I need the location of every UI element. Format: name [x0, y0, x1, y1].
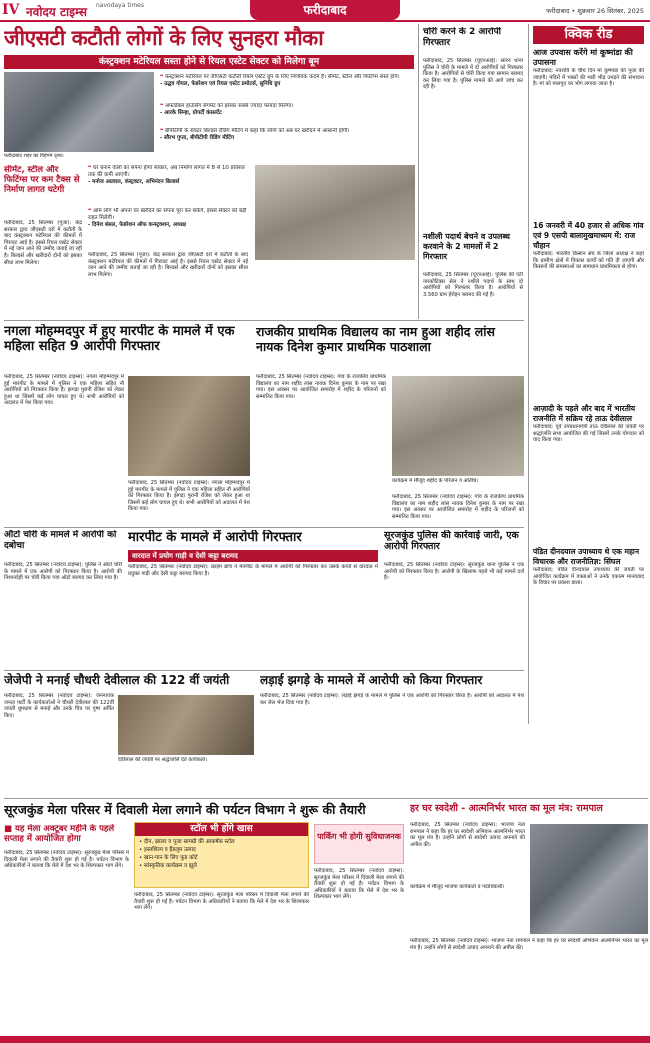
theft-body: फरीदाबाद, 25 सितम्बर (यूएनआई): सारन थाना पुलिस ने चोरी के मामले में दो आरोपियों को गिरफ्तार किया है। आरोपियों से चोरी किया गया सामान बरामद कर लिया गया है। पुलिस मामले की आगे जांच कर रही है।	[423, 58, 523, 91]
quote-1-by: - मनोज अग्रवाल, कंस्ट्रक्टर, अभिनंदन बिल्डर्स	[88, 179, 180, 185]
qr-body-2: फरीदाबाद: भारतीय किसान संघ के जिला अध्यक्ष ने कहा कि ग्रामीण क्षेत्रों में विकास कार्यों को गति दी जाएगी और किसानों की समस्याओं का समाधान प्राथमिकता से होगा।	[533, 251, 644, 271]
qr-body-3: फरीदाबाद: पूर्व उपप्रधानमंत्री ताऊ देवीलाल की जयंती पर श्रद्धांजलि सभा आयोजित की गई जिसमें उनके योगदान को याद किया गया।	[533, 424, 644, 444]
lead-strap: कंस्ट्रक्शन मटेरियल सस्ता होने से रियल एस्टेट सेक्टर को मिलेगा बूम	[4, 55, 414, 69]
qr-headline-1: आज उपवास करेंगे मां कूष्मांडा की उपासना	[533, 48, 633, 67]
devilal-headline: जेजेपी ने मनाई चौधरी देवीलाल की 122 वीं जयंती	[4, 673, 230, 687]
swadeshi-headline: हर घर स्वदेशी - आत्मनिर्भर भारत का मूल मंत्र: रामपाल	[410, 803, 603, 814]
school-body: फरीदाबाद, 25 सितम्बर (नवोदय टाइम्स): गांव के राजकीय प्राथमिक विद्यालय का नाम शहीद लांस नायक दिनेश कुमार के नाम पर रखा गया। इस अवसर पर आयोजित समारोह में शहीद के परिजनों को सम्मानित किया गया।	[256, 374, 386, 400]
lead-photo-caption: फरीदाबाद शहर का विहंगम दृश्य।	[4, 153, 64, 159]
mela-side-head-text: यह मेला अक्टूबर महीने के पहले सप्ताह में आयोजित होगा	[4, 824, 115, 844]
stall-box	[134, 822, 309, 888]
devilal-body: फरीदाबाद, 25 सितम्बर (नवोदय टाइम्स): जननायक जनता पार्टी के कार्यकर्ताओं ने चौधरी देवीलाल की 122वीं जयंती धूमधाम से मनाई और उनके चित्र पर पुष्प अर्पित किए।	[4, 693, 114, 719]
swadeshi-body: फरीदाबाद, 25 सितम्बर (नवोदय टाइम्स): भाजपा नेता रामपाल ने कहा कि हर घर स्वदेशी अभियान आत्मनिर्भर भारत का मूल मंत्र है। उन्होंने लोगों से स्वदेशी उत्पाद अपनाने की अपील की।	[410, 822, 525, 848]
fight-headline: लड़ाई झगड़े के मामले में आरोपी को किया गिरफ्तार	[260, 673, 483, 687]
surajkund-police-headline: सूरजकुंड पुलिस की कार्रवाई जारी, एक आरोपी गिरफ्तार	[384, 530, 519, 552]
assault-body: फरीदाबाद, 25 सितम्बर (नवोदय टाइम्स): क्राइम ब्रांच ने मारपीट के मामले में आरोपी को गिरफ्तार कर उसके कब्जे से वारदात में प्रयुक्त गाड़ी और देसी कट्टा बरामद किया है।	[128, 564, 378, 577]
drugs-body: फरीदाबाद, 25 सितम्बर (यूएनआई): पुलिस की एंटी नारकोटिक्स सेल ने नशीले पदार्थ के साथ दो आरोपियों को गिरफ्तार किया है। आरोपियों से 3.560 ग्राम हेरोइन बरामद की गई है।	[423, 272, 523, 298]
city-label: फरीदाबाद	[250, 0, 400, 20]
lead-headline: जीएसटी कटौती लोगों के लिए सुनहरा मौका	[4, 26, 324, 50]
masthead	[0, 0, 650, 22]
qr-body-1: फरीदाबाद: नवरात्रि के चौथे दिन मां कूष्मांडा की पूजा की जाएगी। मंदिरों में भक्तों की भारी भीड़ उमड़ने की संभावना है। मां को मालपुए का भोग लगाया जाता है।	[533, 68, 644, 88]
page-number: IV	[2, 2, 20, 18]
bullet-icon: ■	[4, 824, 15, 834]
quote-5-by: - सौरभ गुप्ता, बीपीटीपी रीडिंग मीटिंग	[160, 135, 235, 141]
quick-read-title: क्विक रीड	[533, 26, 644, 44]
dateline: फरीदाबाद • शुक्रवार 26 सितंबर, 2025	[546, 7, 644, 15]
auto-headline: ऑटो चोरी के मामले में आरोपी को दबोचा	[4, 530, 117, 551]
mela-headline: सूरजकुंड मेला परिसर में दिवाली मेला लगाने की पर्यटन विभाग ने शुरू की तैयारी	[4, 802, 366, 817]
lead-quote-1	[88, 165, 248, 205]
nagla-body: फरीदाबाद, 25 सितम्बर (नवोदय टाइम्स): नगला मोहम्मदपुर में हुई मारपीट के मामले में पुलिस ने एक महिला सहित नौ आरोपियों को गिरफ्तार किया है। झगड़ा पुरानी रंजिश को लेकर हुआ था जिसमें कई लोग घायल हुए थे। सभी आरोपियों को अदालत में पेश किया गया।	[4, 374, 124, 407]
quote-mark-icon: ❝	[88, 165, 94, 171]
quote-4-text: अफोर्डेबल हाउसिंग सेगमेंट को इसका सबसे ज्यादा फायदा मिलेगा।	[165, 103, 294, 109]
nagla-headline: नगला मोहम्मदपुर में हुए मारपीट के मामले में एक महिला सहित 9 आरोपी गिरफ्तार	[4, 324, 235, 354]
school-headline: राजकीय प्राथमिक विद्यालय का नाम हुआ शहीद लांस नायक दिनेश कुमार प्राथमिक पाठशाला	[256, 324, 495, 354]
lead-quote-5	[160, 128, 415, 150]
lead-photo-2	[255, 165, 415, 260]
qr-headline-2: 16 जनवरी में 40 हजार से अधिक गांव एवं 9 एसपी बालामुखमाध्यम में: राज चौहान	[533, 221, 644, 250]
stall-list	[135, 836, 308, 872]
brand-sub: navodaya times	[96, 2, 145, 9]
fight-body: फरीदाबाद, 25 सितम्बर (नवोदय टाइम्स): लड़ाई झगड़े के मामले में पुलिस ने एक आरोपी को गिरफ्तार किया है। आरोपी को अदालत में पेश कर जेल भेज दिया गया है।	[260, 693, 524, 706]
nagla-photo	[128, 376, 250, 476]
quote-3-text: कंस्ट्रक्शन मटेरियल पर जीएसटी कटौती रियल एस्टेट ग्रुप के लिए निर्णायक कदम है। सीमेंट, स्टील और फिटिंग्स सस्ते होंगे।	[165, 74, 400, 80]
quote-3-by: - उद्धव गोयल, फेडरेशन एवं रियल एस्टेट प्रमोटर्स, सुनिधि ग्रुप	[160, 81, 281, 87]
swadeshi-body-cont: फरीदाबाद, 25 सितम्बर (नवोदय टाइम्स): भाजपा नेता रामपाल ने कहा कि हर घर स्वदेशी अभियान आत्मनिर्भर भारत का मूल मंत्र है। उन्होंने लोगों से स्वदेशी उत्पाद अपनाने की अपील की।	[410, 938, 648, 951]
quote-2-by: - दिनेश बंसल, फेडरेशन ऑफ कन्स्ट्रक्शन, अध्यक्ष	[88, 222, 187, 228]
lead-body: फरीदाबाद, 25 सितम्बर (पूजा): केंद्र सरकार द्वारा जीएसटी दरों में कटौती के बाद कंस्ट्रक्शन मटेरियल की कीमतों में गिरावट आई है। इससे रियल एस्टेट सेक्टर में नई जान आने की उम्मीद जताई जा रही है। बिल्डर्स और खरीदारों दोनों को इसका सीधा लाभ मिलेगा।	[4, 220, 82, 266]
row-rule	[4, 320, 524, 321]
devilal-photo	[118, 695, 254, 755]
mela-side-head	[4, 824, 129, 848]
quote-mark-icon: ❝	[160, 74, 166, 80]
surajkund-police-body: फरीदाबाद, 25 सितम्बर (नवोदय टाइम्स): सूरजकुंड थाना पुलिस ने एक आरोपी को गिरफ्तार किया है। आरोपी के खिलाफ पहले भी कई मामले दर्ज हैं।	[384, 562, 524, 582]
quote-mark-icon: ❝	[88, 208, 94, 214]
quote-mark-icon: ❝	[160, 128, 166, 134]
drugs-headline: नशीली पदार्थ बेचने व उपलब्ध करवाने के 2 मामलों में 2 गिरफ्तार	[423, 232, 510, 261]
school-photo	[392, 376, 524, 476]
quote-2-text: आम लोग भी अपना घर खरीदने का सपना पूरा कर सकेंगे, इससे सेक्टर को बड़ी राहत मिलेगी।	[88, 208, 247, 221]
nagla-body-cont: फरीदाबाद, 25 सितम्बर (नवोदय टाइम्स): नगला मोहम्मदपुर में हुई मारपीट के मामले में पुलिस ने एक महिला सहित नौ आरोपियों को गिरफ्तार किया है। झगड़ा पुरानी रंजिश को लेकर हुआ था जिसमें कई लोग घायल हुए थे। सभी आरोपियों को अदालत में पेश किया गया।	[128, 480, 250, 513]
parking-head: पार्किंग भी होगी सुविधाजनक	[314, 824, 404, 864]
quote-mark-icon: ❝	[160, 103, 166, 109]
qr-headline-4: पंडित दीनदयाल उपाध्याय थे एक महान विचारक और राजनीतिज्ञ: सिंघल	[533, 547, 640, 566]
lead-quote-3	[160, 74, 415, 100]
quote-5-text: बीपीटीपी के सेक्टर बिल्डर्स रीडिंग मीटिंग में कहा कि लोगों को अब घर खरीदने में आसानी होगी।	[165, 128, 350, 134]
lead-quote-4	[160, 103, 415, 125]
qr-body-4: फरीदाबाद: पंडित दीनदयाल उपाध्याय की जयंती पर आयोजित कार्यक्रम में वक्ताओं ने उनके एकात्म मानववाद के विचार पर प्रकाश डाला।	[533, 567, 644, 587]
mela-body-cont: फरीदाबाद, 25 सितम्बर (नवोदय टाइम्स): सूरजकुंड मेला परिसर में दिवाली मेला लगाने की तैयारी शुरू हो गई है। पर्यटन विभाग के अधिकारियों ने बताया कि मेले में देश भर के शिल्पकार भाग लेंगे।	[134, 892, 309, 912]
stall-item: • हस्तशिल्प व हैंडलूम उत्पाद	[139, 847, 196, 853]
row-rule	[4, 527, 524, 528]
lead-quote-2	[88, 208, 248, 248]
school-photo-caption: कार्यक्रम में मौजूद शहीद के परिजन व अतिथि।	[392, 478, 479, 484]
stall-item: • खान-पान के लिए फूड कोर्ट	[139, 855, 198, 861]
devilal-photo-caption: देवीलाल की जयंती पर श्रद्धांजलि देते कार्यकर्ता।	[118, 757, 207, 763]
theft-headline: चोरी करने के 2 आरोपी गिरफ्तार	[423, 27, 502, 48]
brand-name: नवोदय टाइम्स	[26, 5, 88, 19]
row-rule	[4, 798, 648, 799]
assault-strap: वारदात में प्रयोग गाड़ी व देसी कट्टा बरामद	[128, 550, 378, 562]
quote-4-by: - आरके सिन्हा, प्रोपर्टी कंसल्टेंट	[160, 110, 222, 116]
quick-read-column	[528, 24, 648, 724]
swadeshi-photo-caption: कार्यक्रम में मौजूद भाजपा कार्यकर्ता व पदाधिकारी।	[410, 884, 505, 890]
footer-bar	[0, 1036, 650, 1043]
qr-headline-3: आज़ादी के पहले और बाद में भारतीय राजनीति में सक्रिय रहे ताऊ देवीलाल	[533, 404, 636, 423]
mela-body: फरीदाबाद, 25 सितम्बर (नवोदय टाइम्स): सूरजकुंड मेला परिसर में दिवाली मेला लगाने की तैयारी शुरू हो गई है। पर्यटन विभाग के अधिकारियों ने बताया कि मेले में देश भर के शिल्पकार भाग लेंगे।	[4, 850, 129, 870]
lead-photo	[4, 72, 154, 152]
lead-body-cont: फरीदाबाद, 25 सितम्बर (पूजा): केंद्र सरकार द्वारा जीएसटी दरों में कटौती के बाद कंस्ट्रक्शन मटेरियल की कीमतों में गिरावट आई है। इससे रियल एस्टेट सेक्टर में नई जान आने की उम्मीद जताई जा रही है। बिल्डर्स और खरीदारों दोनों को इसका सीधा लाभ मिलेगा।	[88, 252, 248, 278]
stall-item: • सांस्कृतिक कार्यक्रम व झूले	[139, 863, 197, 869]
stall-item: • दीप, झालर व पूजा सामग्री की आकर्षक स्टॉल	[139, 839, 235, 845]
school-body-cont: फरीदाबाद, 25 सितम्बर (नवोदय टाइम्स): गांव के राजकीय प्राथमिक विद्यालय का नाम शहीद लांस नायक दिनेश कुमार के नाम पर रखा गया। इस अवसर पर आयोजित समारोह में शहीद के परिजनों को सम्मानित किया गया।	[392, 494, 524, 520]
stall-title: स्टॉल भी होंगे खास	[135, 823, 308, 836]
quote-1-text: घर बनाने वालों का सपना होगा साकार, अब निर्माण लागत में 8 से 10 प्रतिशत तक की कमी आएगी।	[88, 165, 245, 178]
assault-headline: मारपीट के मामले में आरोपी गिरफ्तार	[128, 530, 302, 545]
auto-body: फरीदाबाद, 25 सितम्बर (नवोदय टाइम्स): पुलिस ने ऑटो चोरी के मामले में एक आरोपी को गिरफ्तार किया है। आरोपी की निशानदेही पर चोरी किया गया ऑटो बरामद कर लिया गया है।	[4, 562, 122, 582]
column-rule	[418, 24, 419, 319]
lead-side-headline: सीमेंट, स्टील और फिटिंग्स पर कम टैक्स से निर्माण लागत घटेगी	[4, 165, 80, 195]
swadeshi-photo	[530, 824, 648, 934]
parking-body: फरीदाबाद, 25 सितम्बर (नवोदय टाइम्स): सूरजकुंड मेला परिसर में दिवाली मेला लगाने की तैयारी शुरू हो गई है। पर्यटन विभाग के अधिकारियों ने बताया कि मेले में देश भर के शिल्पकार भाग लेंगे।	[314, 868, 404, 901]
row-rule	[4, 670, 524, 671]
